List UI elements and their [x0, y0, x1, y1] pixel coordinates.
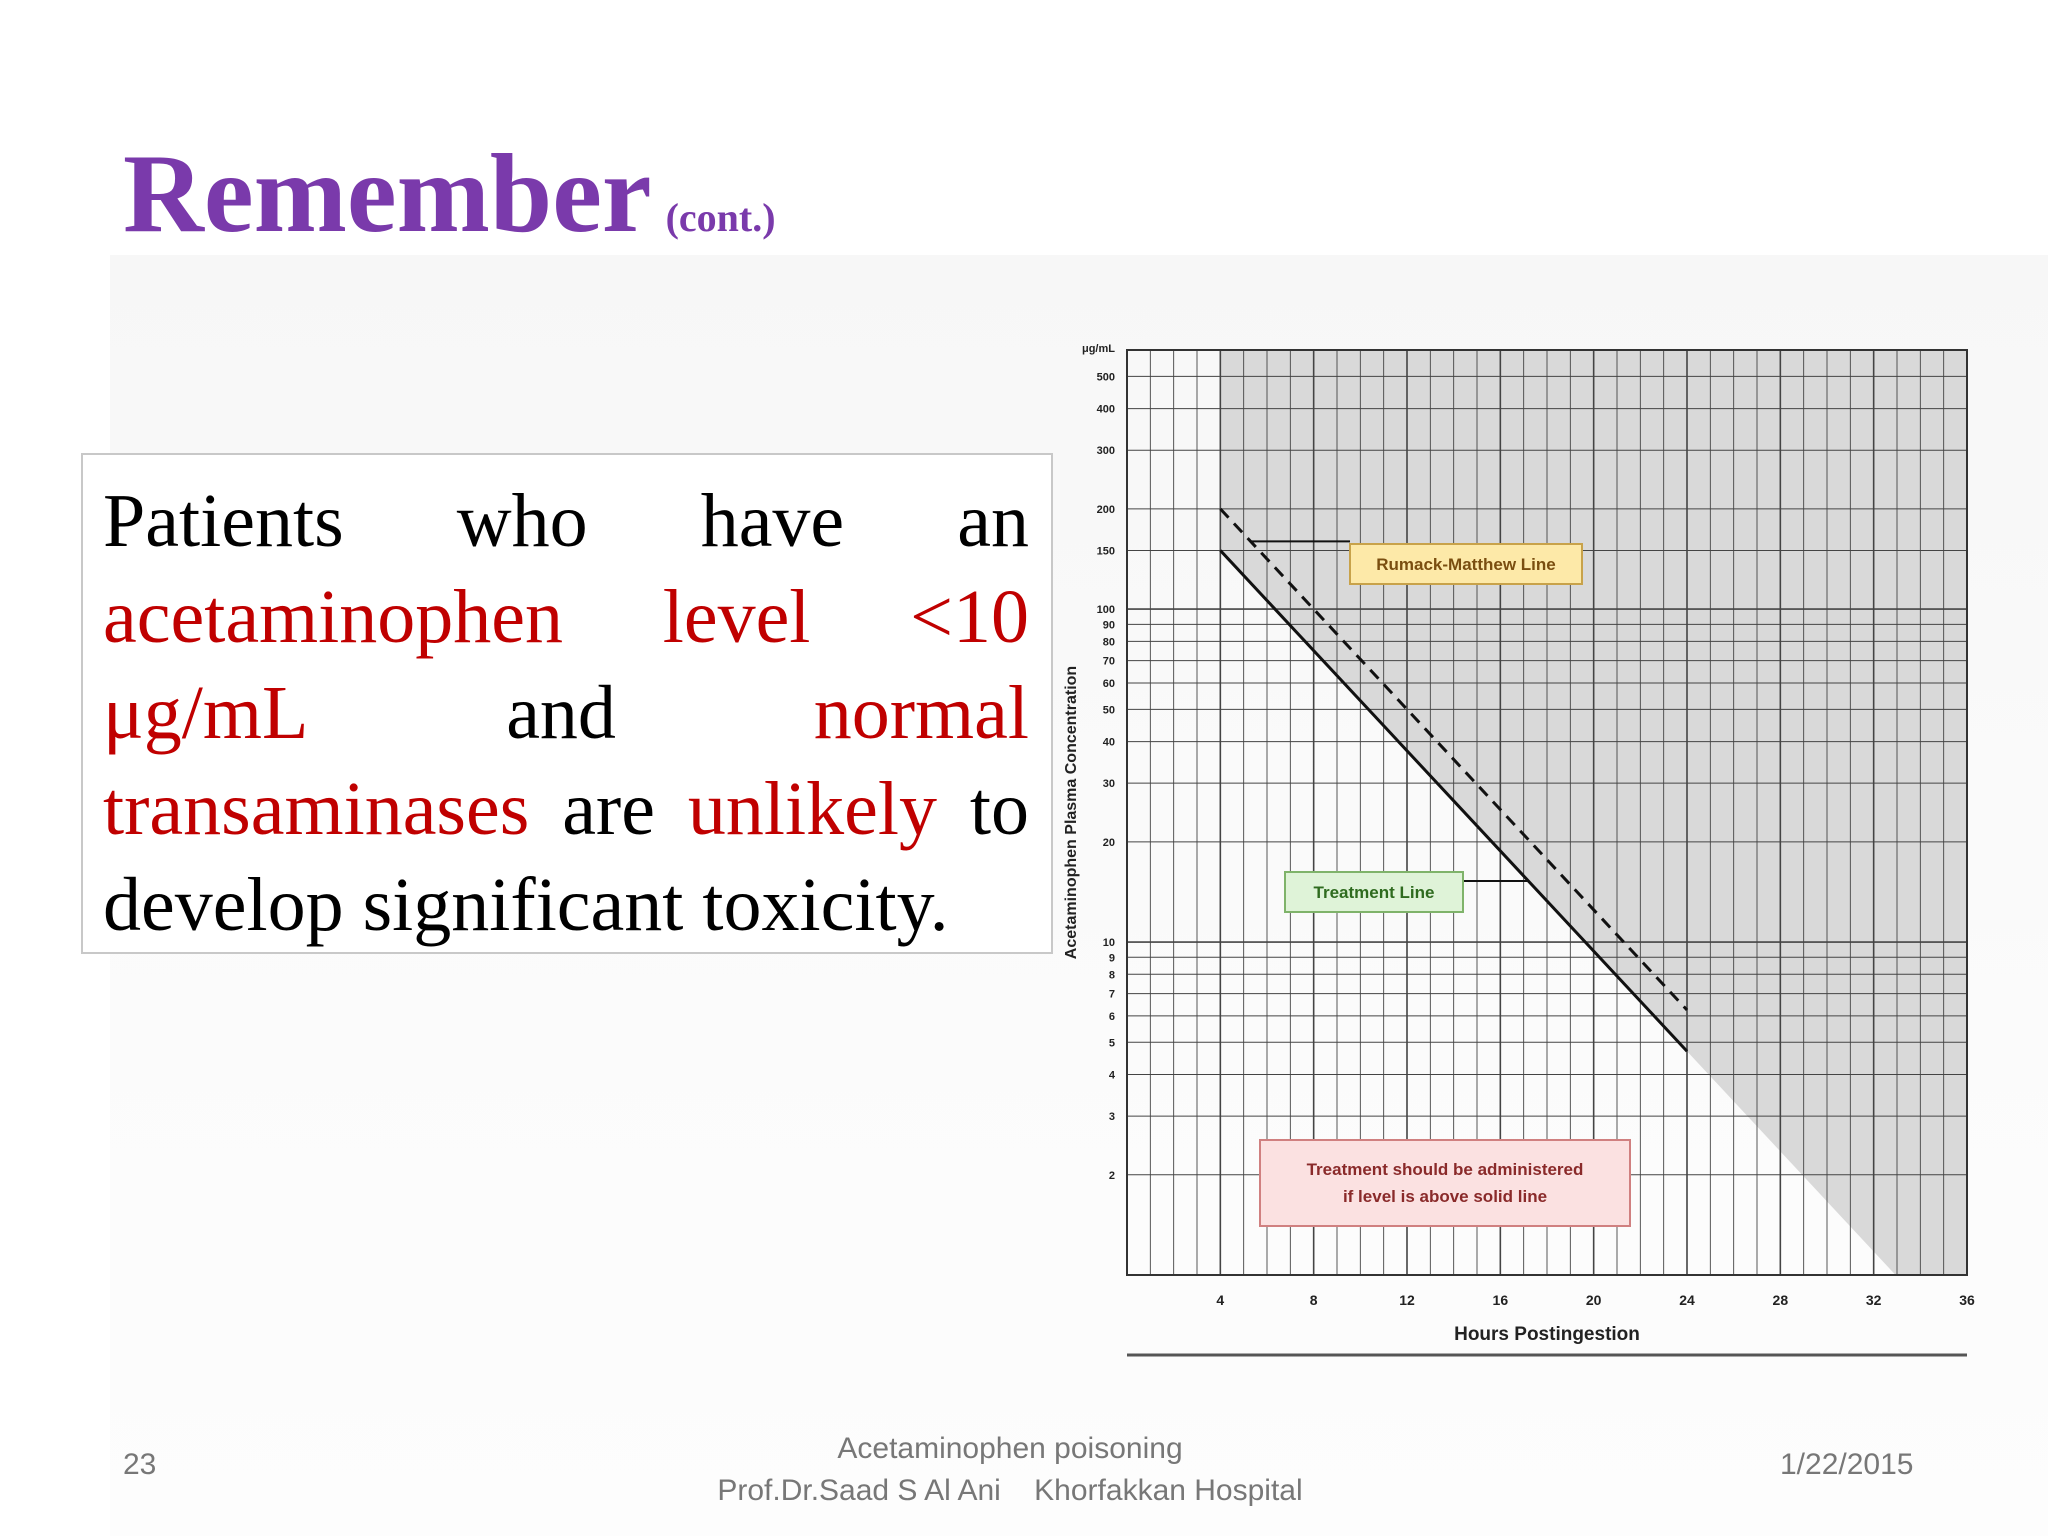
- body-word: and: [506, 671, 616, 755]
- title-suffix: (cont.): [665, 195, 776, 240]
- x-tick-label: 4: [1216, 1292, 1225, 1308]
- body-line: [103, 569, 1029, 665]
- x-tick-label: 36: [1959, 1292, 1975, 1308]
- y-tick-label: 80: [1102, 636, 1115, 649]
- body-word: transaminases: [103, 767, 530, 851]
- x-axis-title: Hours Postingestion: [1454, 1324, 1640, 1345]
- y-tick-label: 9: [1108, 952, 1115, 965]
- body-word: normal: [813, 671, 1029, 755]
- slide-title: [123, 130, 776, 259]
- x-tick-label: 28: [1772, 1292, 1789, 1308]
- body-word: to: [969, 767, 1029, 851]
- body-word: who: [456, 479, 588, 563]
- y-tick-label: 10: [1102, 937, 1115, 950]
- y-tick-label: 3: [1108, 1111, 1115, 1124]
- y-tick-label: 6: [1108, 1010, 1115, 1023]
- y-tick-label: 50: [1102, 704, 1115, 717]
- y-tick-label: 4: [1108, 1069, 1115, 1082]
- y-tick-label: 40: [1102, 736, 1115, 749]
- y-tick-label: 400: [1096, 403, 1115, 416]
- y-tick-label: 20: [1102, 836, 1115, 849]
- body-word: acetaminophen: [103, 575, 564, 659]
- body-line: [103, 665, 1029, 761]
- x-tick-label: 32: [1865, 1292, 1882, 1308]
- y-tick-label: 90: [1102, 619, 1115, 632]
- y-tick-label: 2: [1108, 1169, 1115, 1182]
- y-tick-label: 70: [1102, 655, 1115, 668]
- footer-line-2: Prof.Dr.Saad S Al Ani Khorfakkan Hospital: [717, 1474, 1303, 1507]
- footer-center: [650, 1428, 1370, 1512]
- body-word: μg/mL: [103, 671, 309, 755]
- x-tick-label: 20: [1585, 1292, 1602, 1308]
- chart-svg: [1050, 330, 1990, 1360]
- treatment-note-line: Treatment should be administered: [1306, 1160, 1584, 1179]
- x-tick-label: 24: [1679, 1292, 1695, 1308]
- body-line: [103, 761, 1029, 857]
- x-tick-label: 8: [1309, 1292, 1318, 1308]
- body-line: [103, 473, 1029, 569]
- y-tick-label: 60: [1102, 677, 1115, 690]
- x-tick-label: 16: [1492, 1292, 1509, 1308]
- slide-number: 23: [123, 1448, 157, 1481]
- title-main: Remember: [123, 132, 652, 256]
- body-word: have: [700, 479, 845, 563]
- body-word: an: [957, 479, 1029, 563]
- body-word: Patients: [103, 479, 344, 563]
- y-tick-label: 150: [1096, 545, 1115, 558]
- body-word: develop significant toxicity.: [103, 863, 949, 947]
- y-tick-label: 300: [1096, 445, 1115, 458]
- treatment-note-line: if level is above solid line: [1342, 1187, 1548, 1206]
- rumack-label: Rumack-Matthew Line: [1376, 555, 1556, 574]
- body-word: level: [662, 575, 811, 659]
- x-tick-label: 12: [1399, 1292, 1415, 1308]
- footer-line-1: Acetaminophen poisoning: [837, 1432, 1183, 1465]
- body-word: <10: [910, 575, 1029, 659]
- y-tick-label: 30: [1102, 778, 1115, 791]
- treatment-label: Treatment Line: [1313, 883, 1435, 902]
- body-word: unlikely: [687, 767, 937, 851]
- nomogram-chart: [1050, 330, 1990, 1360]
- y-unit-label: μg/mL: [1081, 343, 1115, 355]
- y-tick-label: 100: [1096, 604, 1115, 617]
- body-text-box: [81, 453, 1053, 954]
- y-tick-label: 200: [1096, 503, 1115, 516]
- body-word: are: [562, 767, 655, 851]
- treatment-note-box: [1260, 1140, 1630, 1226]
- y-tick-label: 5: [1108, 1037, 1115, 1050]
- y-tick-label: 8: [1108, 969, 1115, 982]
- y-tick-label: 7: [1108, 988, 1115, 1001]
- y-axis-title: Acetaminophen Plasma Concentration: [1063, 665, 1080, 960]
- y-tick-label: 500: [1096, 371, 1115, 384]
- body-line: [103, 857, 1029, 953]
- footer-date: 1/22/2015: [1780, 1448, 1914, 1481]
